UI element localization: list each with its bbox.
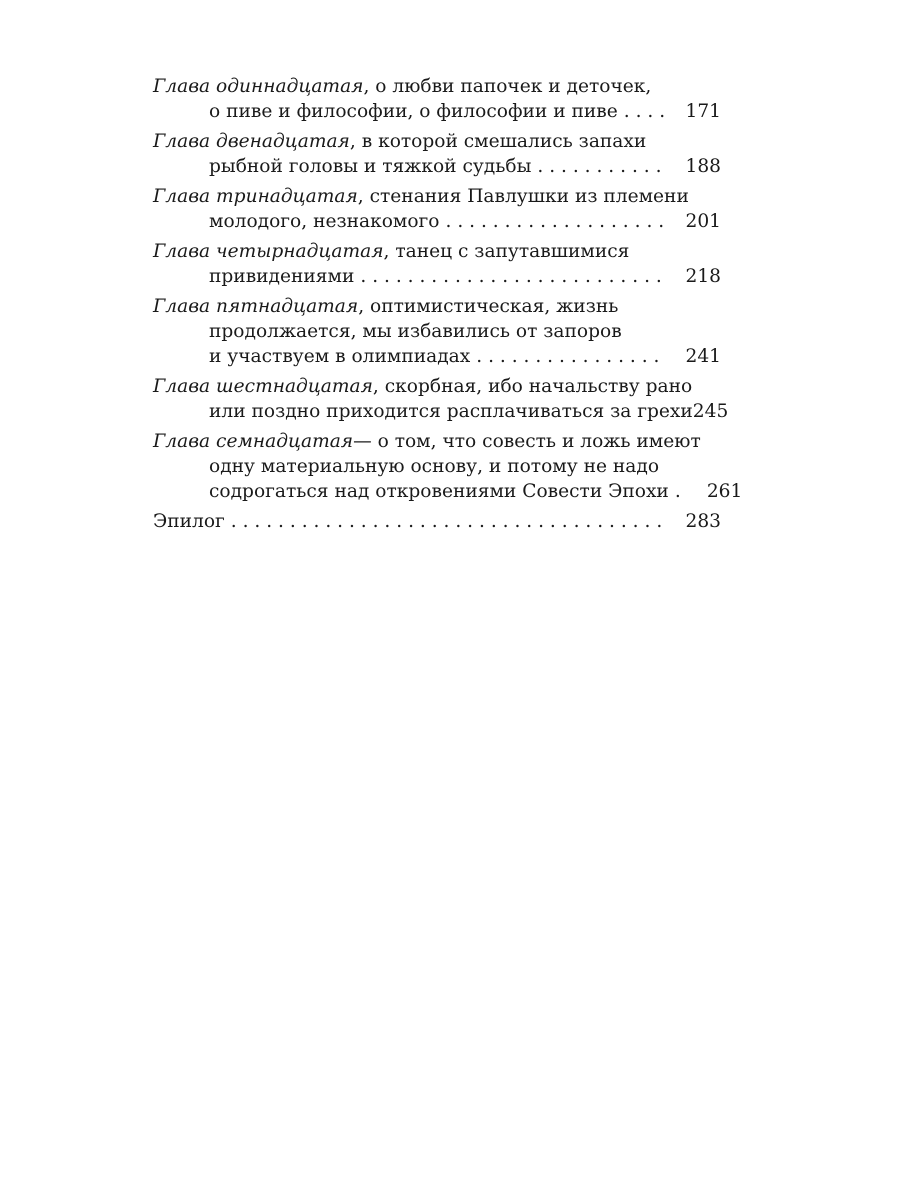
toc-entry-epilogue: [153, 509, 721, 534]
toc-entry-first-line: [153, 184, 721, 209]
toc-entry-last-line: [153, 509, 721, 534]
toc-entry-last-line: [153, 399, 729, 424]
toc-entry-first-line: [153, 74, 721, 99]
chapter-description-line: о пиве и философии, о философии и пиве: [209, 101, 618, 122]
toc-entry-first-line: [153, 294, 721, 319]
page-number: 218: [685, 266, 721, 287]
toc-entry: [153, 129, 721, 179]
table-of-contents: [153, 74, 743, 539]
epilogue-label: Эпилог: [153, 511, 225, 532]
chapter-description: , скорбная, ибо начальству рано: [372, 376, 693, 397]
toc-entry-first-line: [153, 429, 721, 454]
chapter-description-line: и участвуем в олимпиадах: [209, 346, 471, 367]
chapter-description-line: рыбной головы и тяжкой судьбы: [209, 156, 532, 177]
page-number: 241: [685, 346, 721, 367]
chapter-title: Глава тринадцатая: [153, 186, 358, 207]
dot-leader: [446, 209, 666, 234]
dot-leader: [675, 479, 687, 504]
toc-entry-last-line: [153, 344, 721, 369]
toc-entry: [153, 374, 729, 424]
chapter-description-line: одну материальную основу, и потому не надо: [209, 456, 660, 477]
toc-entry-last-line: [153, 479, 743, 504]
toc-entry-first-line: [153, 129, 721, 154]
chapter-title: Глава семнадцатая: [153, 431, 354, 452]
toc-entry-last-line: [153, 154, 721, 179]
dot-leader: [624, 99, 665, 124]
dot-leader: [231, 509, 665, 534]
page-number: 283: [685, 511, 721, 532]
page-number: 261: [706, 481, 743, 502]
dot-leader: [360, 264, 665, 289]
chapter-title: Глава четырнадцатая: [153, 241, 384, 262]
chapter-title: Глава пятнадцатая: [153, 296, 359, 317]
dot-leader: [476, 344, 665, 369]
page-number: 188: [685, 156, 721, 177]
toc-entry-last-line: [153, 209, 721, 234]
toc-entry-last-line: [153, 264, 721, 289]
toc-entry-last-line: [153, 99, 721, 124]
chapter-description-line: или поздно приходится расплачиваться за грехи: [209, 401, 693, 422]
chapter-title: Глава шестнадцатая: [153, 376, 373, 397]
page-number: 171: [685, 101, 721, 122]
page-number: 201: [685, 211, 721, 232]
chapter-description: — о том, что совесть и ложь имеют: [353, 431, 701, 452]
toc-entry-middle-line: [153, 454, 721, 479]
chapter-title: Глава одиннадцатая: [153, 76, 364, 97]
chapter-description-line: продолжается, мы избавились от запоров: [209, 321, 622, 342]
toc-entry-middle-line: [153, 319, 721, 344]
toc-entry: [153, 429, 743, 504]
page-number: 245: [692, 401, 729, 422]
chapter-description: , стенания Павлушки из племени: [357, 186, 689, 207]
toc-entry: [153, 74, 721, 124]
dot-leader: [537, 154, 665, 179]
chapter-description: , в которой смешались запахи: [349, 131, 647, 152]
chapter-description-line: привидениями: [209, 266, 355, 287]
toc-entry-first-line: [153, 374, 721, 399]
chapter-description: , танец с запутавшимися: [383, 241, 630, 262]
toc-entry: [153, 184, 721, 234]
chapter-description: , о любви папочек и деточек,: [363, 76, 652, 97]
toc-entry: [153, 239, 721, 289]
toc-entry: [153, 294, 721, 369]
toc-entry-first-line: [153, 239, 721, 264]
chapter-description: , оптимистическая, жизнь: [358, 296, 619, 317]
chapter-title: Глава двенадцатая: [153, 131, 350, 152]
chapter-description-line: молодого, незнакомого: [209, 211, 440, 232]
chapter-description-line: содрогаться над откровениями Совести Эпохи: [209, 481, 669, 502]
